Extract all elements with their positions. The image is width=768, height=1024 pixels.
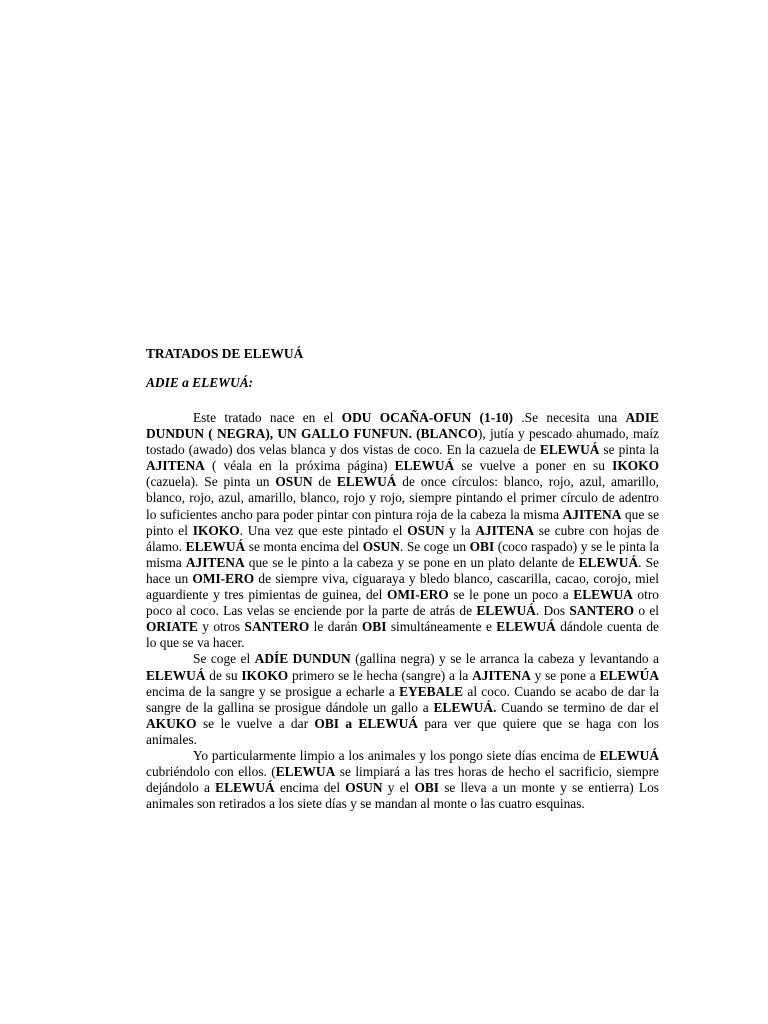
text-run: .Se necesita una [513,410,626,425]
bold-term: OSUN [362,538,400,554]
bold-term: SANTERO [569,603,635,619]
bold-term: IKOKO [241,667,289,683]
bold-term: ELEWUÁ [599,747,659,763]
text-run: Cuando se termino de dar el [496,699,660,715]
body-text [146,410,659,812]
text-run: cubriéndolo con ellos. ( [146,764,276,780]
text-run: y el [382,780,415,796]
bold-term: SANTERO [244,619,310,635]
text-run: se le pone un poco a [448,587,574,603]
text-run: ), jutía y pescado ahumado, maíz tostado (awado) dos velas blanca y dos vistas de coco. En la cazuela de [146,426,659,458]
text-run: encima del [274,780,346,796]
text-run: simultáneamente e [386,619,497,635]
text-run: para ver que quiere que se haga con los animales. [146,715,659,747]
text-run: ( véala en la próxima página) [204,458,395,474]
paragraph [146,410,659,651]
bold-term: ORIATE [146,619,198,635]
text-run: se lleva a un monte y se entierra) Los animales son retirados a los siete días y se mandan al monte o las cuatro esquinas. [146,780,659,812]
text-run: al coco. Cuando se acabo de dar la sangre de la gallina se prosigue dándole un gallo a [146,683,659,715]
bold-term: EYEBALE [399,683,464,699]
text-run: Este tratado nace en el [193,410,342,425]
bold-term: AJITENA [475,522,534,538]
bold-term: OSUN [345,780,383,796]
text-run: encima de la sangre y se prosigue a echarle a [146,683,400,699]
text-run: primero se le hecha (sangre) a la [288,667,473,683]
text-run: se le vuelve a dar [196,715,315,731]
bold-term: ELEWUÁ. [433,699,497,715]
text-run: . Dos [535,603,570,619]
bold-term: ELEWUÁ [336,474,397,490]
bold-term: OBI [361,619,387,635]
bold-term: ELEWUÁ [476,603,536,619]
text-run: de siempre viva, ciguaraya y bledo blanco, cascarilla, cacao, corojo, miel aguardiente y tres pimientas de guinea, del [146,570,659,603]
bold-term: IKOKO [612,458,660,474]
paragraph [146,651,659,748]
paragraph [146,748,659,812]
bold-term: AKUKO [146,715,197,731]
bold-term: OBI [414,780,439,796]
bold-term: ELEWÚA [599,667,659,683]
text-run: que se pinto el [146,506,660,538]
bold-term: ELEWUA [275,764,336,780]
text-run: . Se coge un [399,538,470,554]
text-run: se cubre con hojas de álamo. [146,522,660,554]
text-run: dándole cuenta de lo que se va hacer. [146,619,659,651]
text-run: le darán [309,619,362,635]
text-run: de [312,474,337,490]
bold-term: AJITENA [185,554,245,570]
bold-term: IKOKO [192,522,240,538]
bold-term: ELEWUA [573,587,633,603]
bold-term: ELEWUÁ [185,538,246,554]
bold-term: ELEWUÁ [215,780,275,796]
text-run: se pinta la [599,442,659,458]
bold-term: AJITENA [562,506,622,522]
bold-term: OBI [469,538,495,554]
text-run: y la [444,522,476,538]
bold-term: AJITENA [146,458,205,474]
text-run: (coco raspado) y se le pinta la misma [146,538,659,570]
bold-term: ADIE DUNDUN ( NEGRA), UN GALLO FUNFUN. (BLANCO [146,410,659,442]
bold-term: ADÍE DUNDUN [254,651,351,667]
bold-term: OMI-ERO [386,587,449,603]
text-run: Se coge el [193,651,255,667]
text-run: o el [634,603,660,619]
text-run: y se pone a [530,667,600,683]
text-run: y otros [197,619,245,635]
bold-term: OMI-ERO [192,570,255,586]
text-run: Yo particularmente limpio a los animales y los pongo siete días encima de [193,747,600,763]
text-run: otro poco al coco. Las velas se enciende por la parte de atrás de [146,587,659,619]
text-run: (gallina negra) y se le arranca la cabeza y levantando a [350,651,659,667]
text-run: de su [205,667,242,683]
text-run: . Una vez que este pintado el [239,522,408,538]
bold-term: ELEWUÁ [394,458,455,474]
document-title: TRATADOS DE ELEWUÁ [146,346,304,361]
section-heading: ADIE a ELEWUÁ: [146,375,254,390]
bold-term: ODU OCAÑA-OFUN (1-10) [341,410,514,425]
bold-term: AJITENA [472,667,531,683]
text-run: que se le pinto a la cabeza y se pone en un plato delante de [244,554,579,570]
bold-term: OSUN [407,522,445,538]
text-run: se monta encima del [245,538,363,554]
bold-term: ELEWUÁ [496,619,556,635]
text-run: (cazuela). Se pinta un [146,474,276,490]
text-run: . Se hace un [146,554,660,586]
bold-term: ELEWUÁ [146,667,206,683]
bold-term: ELEWUÁ [539,442,600,458]
document-body [146,346,659,812]
text-run: se limpiará a las tres horas de hecho el sacrificio, siempre dejándolo a [146,764,659,796]
text-run: de once círculos: blanco, rojo, azul, amarillo, blanco, rojo, azul, amarillo, blanco, rojo y rojo, siempre pintando el primer círculo de adentro lo suficientes ancho para poder pintar con pintura roja de la cabeza la misma [146,474,659,522]
bold-term: OSUN [275,474,313,490]
bold-term: ELEWUÁ [578,554,639,570]
bold-term: OBI a ELEWUÁ [314,715,418,731]
text-run: se vuelve a poner en su [454,458,613,474]
